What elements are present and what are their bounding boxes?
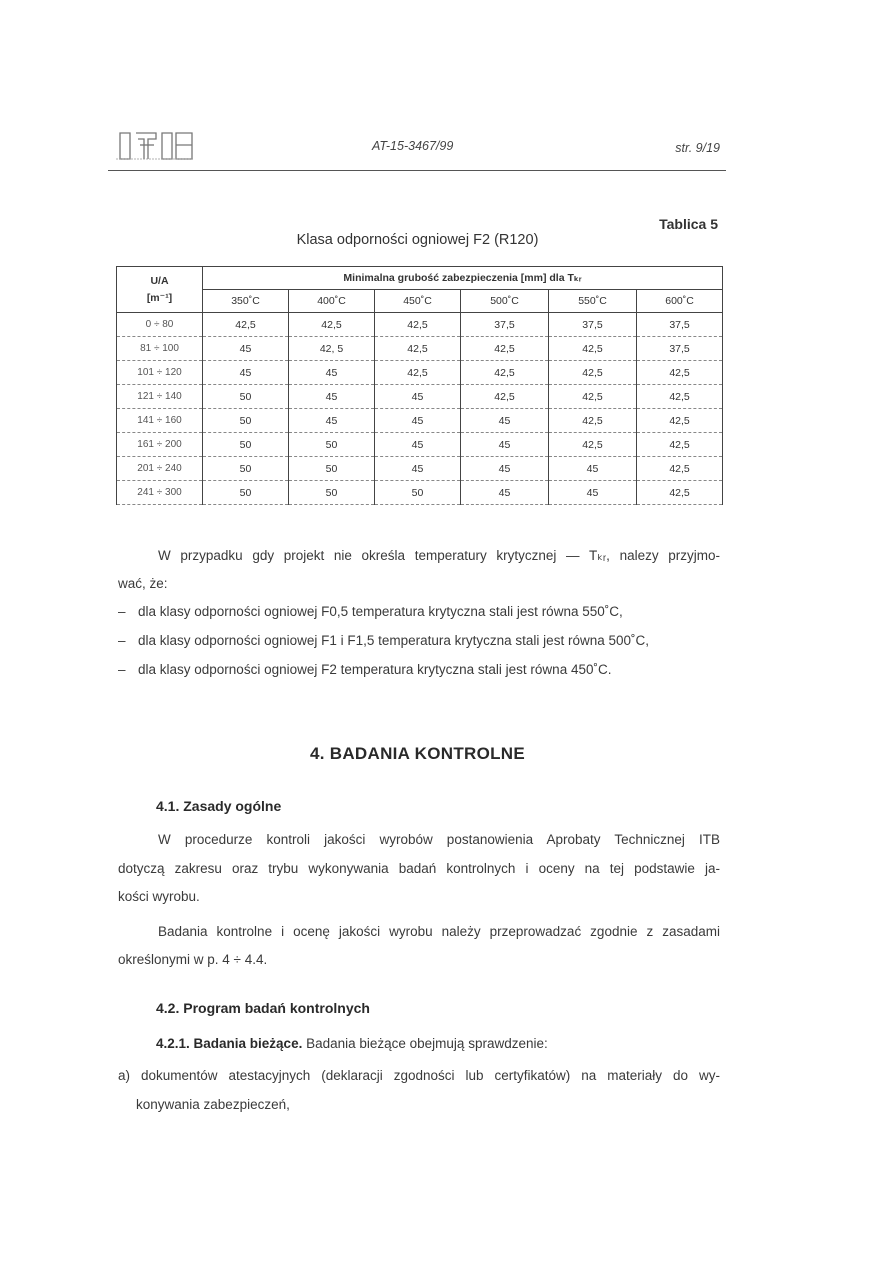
- subsubsection-title: 4.2.1. Badania bieżące.: [156, 1036, 303, 1051]
- table-cell: 50: [289, 481, 375, 505]
- table-cell: 45: [203, 337, 289, 361]
- table-cell: 50: [289, 433, 375, 457]
- table-cell: 37,5: [637, 337, 723, 361]
- table-cell: 42,5: [375, 361, 461, 385]
- subsubsection-line: [156, 1036, 548, 1051]
- temp-header: 600˚C: [637, 290, 723, 313]
- bullet-text: dla klasy odporności ogniowej F0,5 temperatura krytyczna stali jest równa 550˚C,: [138, 604, 623, 619]
- subsubsection-text: Badania bieżące obejmują sprawdzenie:: [302, 1036, 548, 1051]
- table-cell: 42,5: [461, 337, 549, 361]
- table-cell: 50: [375, 481, 461, 505]
- paragraph-line: kości wyrobu.: [118, 889, 200, 904]
- ua-range-cell: 101 ÷ 120: [117, 361, 203, 385]
- list-item-a-line1: a) dokumentów atestacyjnych (deklaracji zgodności lub certyfikatów) na materiały do wy-: [118, 1068, 720, 1083]
- table-row: [117, 361, 723, 385]
- table-row: [117, 409, 723, 433]
- section-title: 4. BADANIA KONTROLNE: [309, 744, 526, 763]
- table-cell: 50: [203, 409, 289, 433]
- paragraph-critical-temp-line1: W przypadku gdy projekt nie określa temperatury krytycznej — Tₖᵣ, nalezy przyjmo-: [158, 548, 720, 563]
- table-cell: 45: [375, 433, 461, 457]
- ua-range-cell: 141 ÷ 160: [117, 409, 203, 433]
- thickness-group-header: Minimalna grubość zabezpieczenia [mm] dla Tₖᵣ: [203, 267, 723, 290]
- bullet-text: dla klasy odporności ogniowej F2 temperatura krytyczna stali jest równa 450˚C.: [138, 662, 612, 677]
- ua-range-cell: 201 ÷ 240: [117, 457, 203, 481]
- table-cell: 45: [549, 457, 637, 481]
- table-cell: 45: [461, 481, 549, 505]
- table-cell: 50: [203, 433, 289, 457]
- table-cell: 42,5: [637, 457, 723, 481]
- table-cell: 42,5: [375, 313, 461, 337]
- ua-header-label: U/A: [150, 274, 169, 287]
- table-row: [117, 481, 723, 505]
- table-cell: 45: [375, 457, 461, 481]
- ua-range-cell: 161 ÷ 200: [117, 433, 203, 457]
- paragraph-critical-temp-line2: wać, że:: [118, 576, 168, 591]
- table-cell: 42,5: [549, 361, 637, 385]
- ua-range-cell: 81 ÷ 100: [117, 337, 203, 361]
- table-row: [117, 457, 723, 481]
- bullet-item: – dla klasy odporności ogniowej F2 temperatura krytyczna stali jest równa 450˚C.: [118, 662, 612, 677]
- paragraph-line: określonymi w p. 4 ÷ 4.4.: [118, 952, 268, 967]
- table-cell: 45: [289, 385, 375, 409]
- table-cell: 42,5: [375, 337, 461, 361]
- table-cell: 42,5: [203, 313, 289, 337]
- itb-logo: [116, 131, 194, 161]
- table-cell: 45: [203, 361, 289, 385]
- table-cell: 42,5: [549, 409, 637, 433]
- table-cell: 45: [461, 409, 549, 433]
- table-cell: 45: [289, 409, 375, 433]
- ua-range-cell: 121 ÷ 140: [117, 385, 203, 409]
- table-cell: 42,5: [549, 433, 637, 457]
- table-row: [117, 385, 723, 409]
- table-cell: 45: [375, 409, 461, 433]
- table-cell: 42,5: [549, 385, 637, 409]
- table-cell: 42,5: [637, 481, 723, 505]
- ua-header-unit: [m⁻¹]: [146, 291, 173, 304]
- table-cell: 45: [461, 433, 549, 457]
- table-row: [117, 337, 723, 361]
- table-label: Tablica 5: [659, 216, 718, 232]
- table-cell: 37,5: [461, 313, 549, 337]
- temp-header: 550˚C: [549, 290, 637, 313]
- document-number: AT-15-3467/99: [372, 139, 454, 153]
- table-cell: 37,5: [549, 313, 637, 337]
- paragraph-line: Badania kontrolne i ocenę jakości wyrobu należy przeprowadzać zgodnie z zasadami: [158, 924, 720, 939]
- temp-header: 500˚C: [461, 290, 549, 313]
- subsection-title: 4.2. Program badań kontrolnych: [156, 1000, 370, 1016]
- thickness-table: [116, 266, 723, 505]
- table-cell: 45: [289, 361, 375, 385]
- table-caption: Klasa odporności ogniowej F2 (R120): [296, 232, 539, 248]
- ua-range-cell: 241 ÷ 300: [117, 481, 203, 505]
- table-cell: 45: [375, 385, 461, 409]
- table-cell: 42,5: [637, 433, 723, 457]
- ua-header: [117, 267, 203, 313]
- table-cell: 50: [289, 457, 375, 481]
- table-cell: 42,5: [549, 337, 637, 361]
- paragraph-line: W procedurze kontroli jakości wyrobów postanowienia Aprobaty Technicznej ITB: [158, 832, 720, 847]
- table-cell: 50: [203, 385, 289, 409]
- paragraph-line: dotyczą zakresu oraz trybu wykonywania badań kontrolnych i oceny na tej podstawie ja-: [118, 861, 720, 876]
- table-cell: 42,5: [637, 361, 723, 385]
- table-cell: 42,5: [289, 313, 375, 337]
- bullet-item: – dla klasy odporności ogniowej F0,5 temperatura krytyczna stali jest równa 550˚C,: [118, 604, 623, 619]
- list-item-a-line2: konywania zabezpieczeń,: [136, 1097, 290, 1112]
- table-row: [117, 433, 723, 457]
- temp-header: 350˚C: [203, 290, 289, 313]
- bullet-item: – dla klasy odporności ogniowej F1 i F1,5 temperatura krytyczna stali jest równa 500˚C,: [118, 633, 649, 648]
- bullet-text: dla klasy odporności ogniowej F1 i F1,5 temperatura krytyczna stali jest równa 500˚C,: [138, 633, 649, 648]
- table-cell: 45: [461, 457, 549, 481]
- table-cell: 42, 5: [289, 337, 375, 361]
- table-cell: 42,5: [461, 361, 549, 385]
- page-number: str. 9/19: [675, 141, 720, 155]
- table-cell: 42,5: [461, 385, 549, 409]
- temp-header: 450˚C: [375, 290, 461, 313]
- table-row: [117, 313, 723, 337]
- subsection-title: 4.1. Zasady ogólne: [156, 798, 282, 814]
- ua-range-cell: 0 ÷ 80: [117, 313, 203, 337]
- header-rule: [108, 170, 726, 171]
- temp-header: 400˚C: [289, 290, 375, 313]
- table-cell: 37,5: [637, 313, 723, 337]
- table-cell: 50: [203, 481, 289, 505]
- table-cell: 42,5: [637, 409, 723, 433]
- table-cell: 50: [203, 457, 289, 481]
- table-cell: 45: [549, 481, 637, 505]
- table-cell: 42,5: [637, 385, 723, 409]
